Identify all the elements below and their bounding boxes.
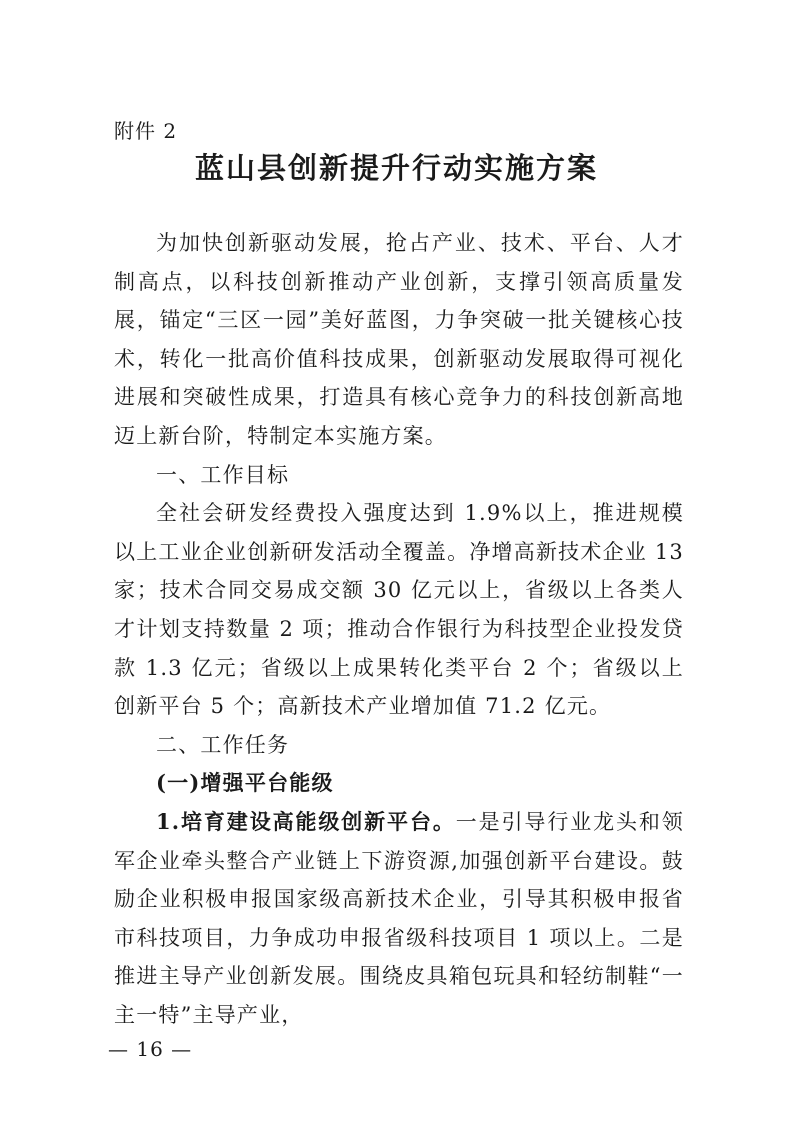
- task-item-paragraph: [114, 803, 684, 1035]
- task-item-lead: 1.培育建设高能级创新平台。: [156, 808, 456, 834]
- section-heading-goals: 一、工作目标: [156, 462, 290, 487]
- subheading-platform: (一)增强平台能级: [156, 770, 334, 796]
- intro-paragraph: 为加快创新驱动发展，抢占产业、技术、平台、人才制高点，以科技创新推动产业创新，支撑引领高质量发展，锚定“三区一园”美好蓝图，力争突破一批关键核心技术，转化一批高价值科技成果，创新驱动发展取得可视化进展和突破性成果，打造具有核心竞争力的科技创新高地迈上新台阶，特制定本实施方案。: [114, 231, 684, 448]
- section-heading-tasks: 二、工作任务: [156, 732, 290, 757]
- page-number: — 16 —: [108, 1037, 193, 1061]
- goals-paragraph: 全社会研发经费投入强度达到 1.9%以上，推进规模以上工业企业创新研发活动全覆盖。净增高新技术企业 13 家；技术合同交易成交额 30 亿元以上，省级以上各类人才计划支持数量 2 项；推动合作银行为科技型企业投发贷款 1.3 亿元；省级以上成果转化类平台 2 个；省级以上创新平台 5 个；高新技术产业增加值 71.2 亿元。: [114, 501, 684, 719]
- task-item-text: 一是引导行业龙头和领军企业牵头整合产业链上下游资源,加强创新平台建设。鼓励企业积极申报国家级高新技术企业，引导其积极申报省市科技项目，力争成功申报省级科技项目 1 项以上。二是推进主导产业创新发展。围绕皮具箱包玩具和轻纺制鞋“一主一特”主导产业，: [114, 809, 684, 1027]
- document-title: 蓝山县创新提升行动实施方案: [194, 151, 598, 185]
- attachment-label: 附件 2: [114, 119, 178, 143]
- document-body: [114, 224, 684, 1034]
